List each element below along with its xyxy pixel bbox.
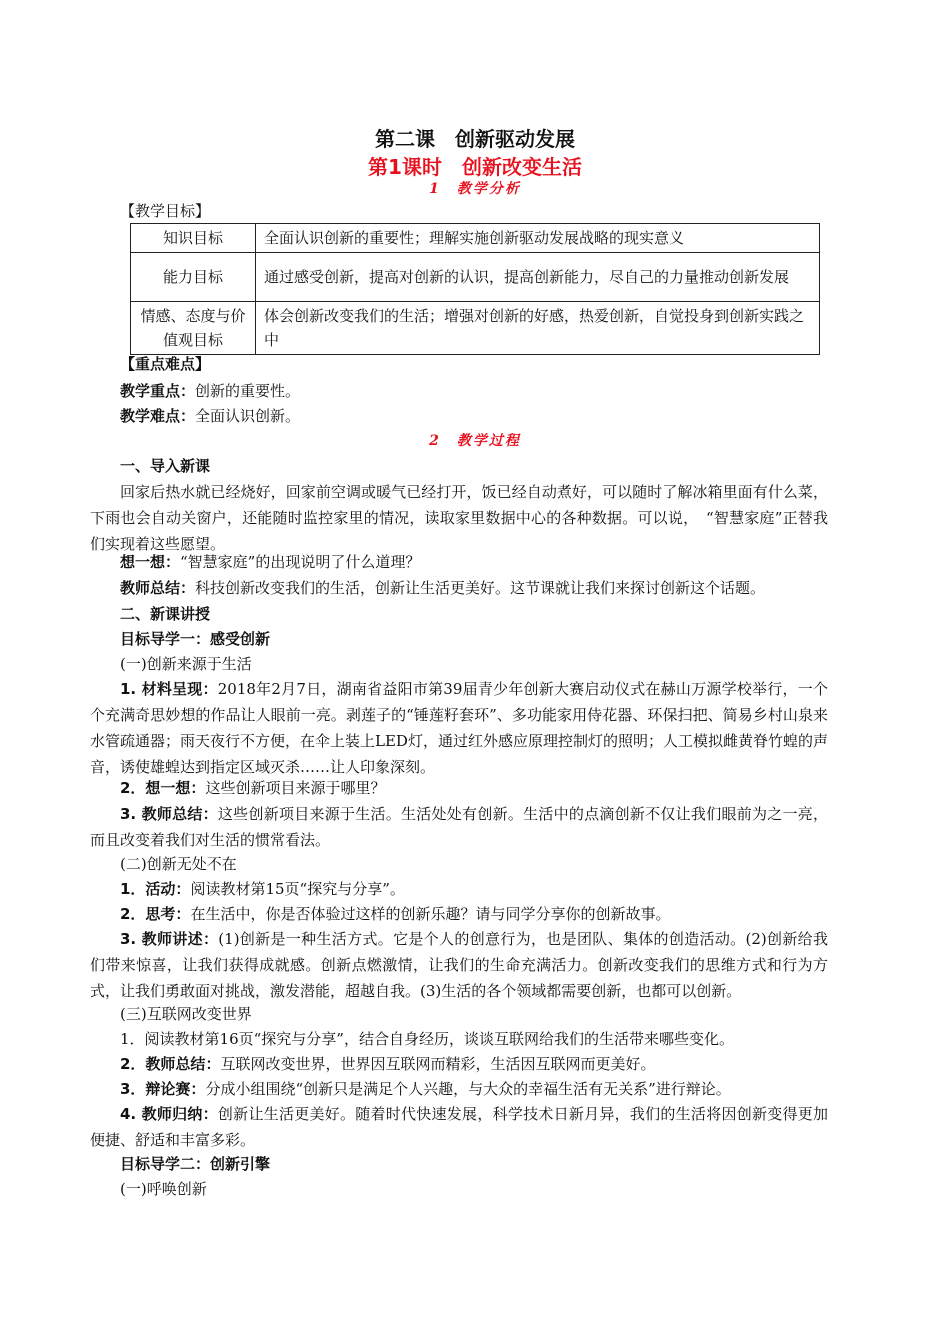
objective-key: 能力目标 (131, 253, 256, 302)
key-point-text: 创新的重要性。 (195, 382, 301, 400)
think-line (120, 549, 830, 575)
difficulty-line (120, 403, 830, 429)
teacher-narration (90, 926, 828, 1004)
teacher-summary-line (120, 575, 860, 601)
material-text: 2018年2月7日，湖南省益阳市第39届青少年创新大赛启动仪式在赫山万源学校举行，一个个充满奇思妙想的作品让人眼前一亮。剥莲子的“锤莲籽套环”、多功能家用侍花器、环保扫把、简易乡村山泉来水管疏通器；雨天夜行不方便，在伞上装上LED灯，通过红外感应原理控制灯的照明；人工模拟雌黄脊竹蝗的声音，诱使雄蝗达到指定区域灭杀……让人印象深刻。 (90, 680, 828, 776)
key-difficult-label: 【重点难点】 (120, 355, 211, 373)
teacher-summary3-text: 互联网改变世界，世界因互联网而精彩，生活因互联网而更美好。 (220, 1055, 656, 1073)
activity-label: 1．活动： (120, 880, 191, 898)
material-paragraph (90, 676, 828, 780)
sub1-heading: (一)创新来源于生活 (120, 655, 252, 673)
material-label: 1. 材料呈现： (120, 680, 218, 698)
sub4-heading: (一)呼唤创新 (120, 1180, 207, 1198)
teacher-summary2 (90, 801, 828, 853)
activity-line (120, 876, 830, 902)
teacher-narration-label: 3. 教师讲述： (120, 930, 219, 948)
objective-key: 知识目标 (131, 224, 256, 253)
part1-heading: 一、导入新课 (120, 457, 211, 475)
goal2-heading: 目标导学二：创新引擎 (120, 1155, 271, 1173)
reflect-text: 在生活中，你是否体验过这样的创新乐趣？请与同学分享你的创新故事。 (190, 905, 671, 923)
teacher-summary2-label: 3. 教师总结： (120, 805, 218, 823)
section-teaching-process: 2 教学过程 (429, 433, 521, 449)
activity-text: 阅读教材第15页“探究与分享”。 (190, 880, 405, 898)
objective-key: 情感、态度与价值观目标 (131, 302, 256, 355)
reflect-line (120, 901, 830, 927)
part2-heading: 二、新课讲授 (120, 605, 211, 623)
debate-label: 3．辩论赛： (120, 1080, 206, 1098)
teacher-conclusion (90, 1101, 828, 1153)
debate-text: 分成小组围绕“创新只是满足个人兴趣，与大众的幸福生活有无关系”进行辩论。 (205, 1080, 731, 1098)
think-label: 想一想： (120, 553, 181, 571)
think2-text: 这些创新项目来源于哪里？ (205, 779, 386, 797)
difficulty-label: 教学难点： (120, 407, 196, 425)
table-row (131, 253, 820, 302)
objective-value: 通过感受创新，提高对创新的认识，提高创新能力，尽自己的力量推动创新发展 (256, 253, 820, 302)
objective-value: 体会创新改变我们的生活；增强对创新的好感，热爱创新，自觉投身到创新实践之中 (256, 302, 820, 355)
table-row (131, 224, 820, 253)
think2-line (120, 775, 830, 801)
table-row (131, 302, 820, 355)
teacher-summary3-line (120, 1051, 830, 1077)
section-teaching-analysis: 1 教学分析 (429, 181, 521, 197)
intro-paragraph: 回家后热水就已经烧好，回家前空调或暖气已经打开，饭已经自动煮好，可以随时了解冰箱里面有什么菜，下雨也会自动关窗户，还能随时监控家里的情况，读取家里数据中心的各种数据。可以说， “智慧家庭”正替我们实现着这些愿望。 (90, 483, 828, 553)
reading-line: 1．阅读教材第16页“探究与分享”，结合自身经历，谈谈互联网给我们的生活带来哪些变化。 (120, 1030, 734, 1048)
teacher-summary-text: 科技创新改变我们的生活，创新让生活更美好。这节课就让我们来探讨创新这个话题。 (195, 579, 766, 597)
debate-line (120, 1076, 860, 1102)
difficulty-text: 全面认识创新。 (195, 407, 301, 425)
objective-value: 全面认识创新的重要性；理解实施创新驱动发展战略的现实意义 (256, 224, 820, 253)
sub2-heading: (二)创新无处不在 (120, 855, 237, 873)
teacher-summary-label: 教师总结： (120, 579, 196, 597)
objectives-label: 【教学目标】 (120, 202, 211, 220)
reflect-label: 2．思考： (120, 905, 191, 923)
key-point-label: 教学重点： (120, 382, 196, 400)
sub3-heading: (三)互联网改变世界 (120, 1005, 252, 1023)
think2-label: 2．想一想： (120, 779, 206, 797)
goal1-heading: 目标导学一：感受创新 (120, 630, 271, 648)
think-text: “智慧家庭”的出现说明了什么道理？ (180, 553, 421, 571)
key-point-line (120, 378, 830, 404)
teacher-narration-text: (1)创新是一种生活方式。它是个人的创意行为，也是团队、集体的创造活动。(2)创新给我们带来惊喜，让我们获得成就感。创新点燃激情，让我们的生命充满活力。创新改变我们的思维方式和行为方式，让我们勇敢面对挑战，激发潜能，超越自我。(3)生活的各个领域都需要创新，也都可以创新。 (90, 930, 829, 1000)
lesson-subtitle: 第1课时 创新改变生活 (368, 155, 582, 179)
teacher-summary3-label: 2．教师总结： (120, 1055, 221, 1073)
lesson-title: 第二课 创新驱动发展 (375, 127, 575, 151)
teacher-conclusion-label: 4. 教师归纳： (120, 1105, 218, 1123)
teacher-conclusion-text: 创新让生活更美好。随着时代快速发展，科学技术日新月异，我们的生活将因创新变得更加便捷、舒适和丰富多彩。 (90, 1105, 829, 1149)
teacher-summary2-text: 这些创新项目来源于生活。生活处处有创新。生活中的点滴创新不仅让我们眼前为之一亮，而且改变着我们对生活的惯常看法。 (90, 805, 829, 849)
objectives-table (130, 223, 820, 355)
